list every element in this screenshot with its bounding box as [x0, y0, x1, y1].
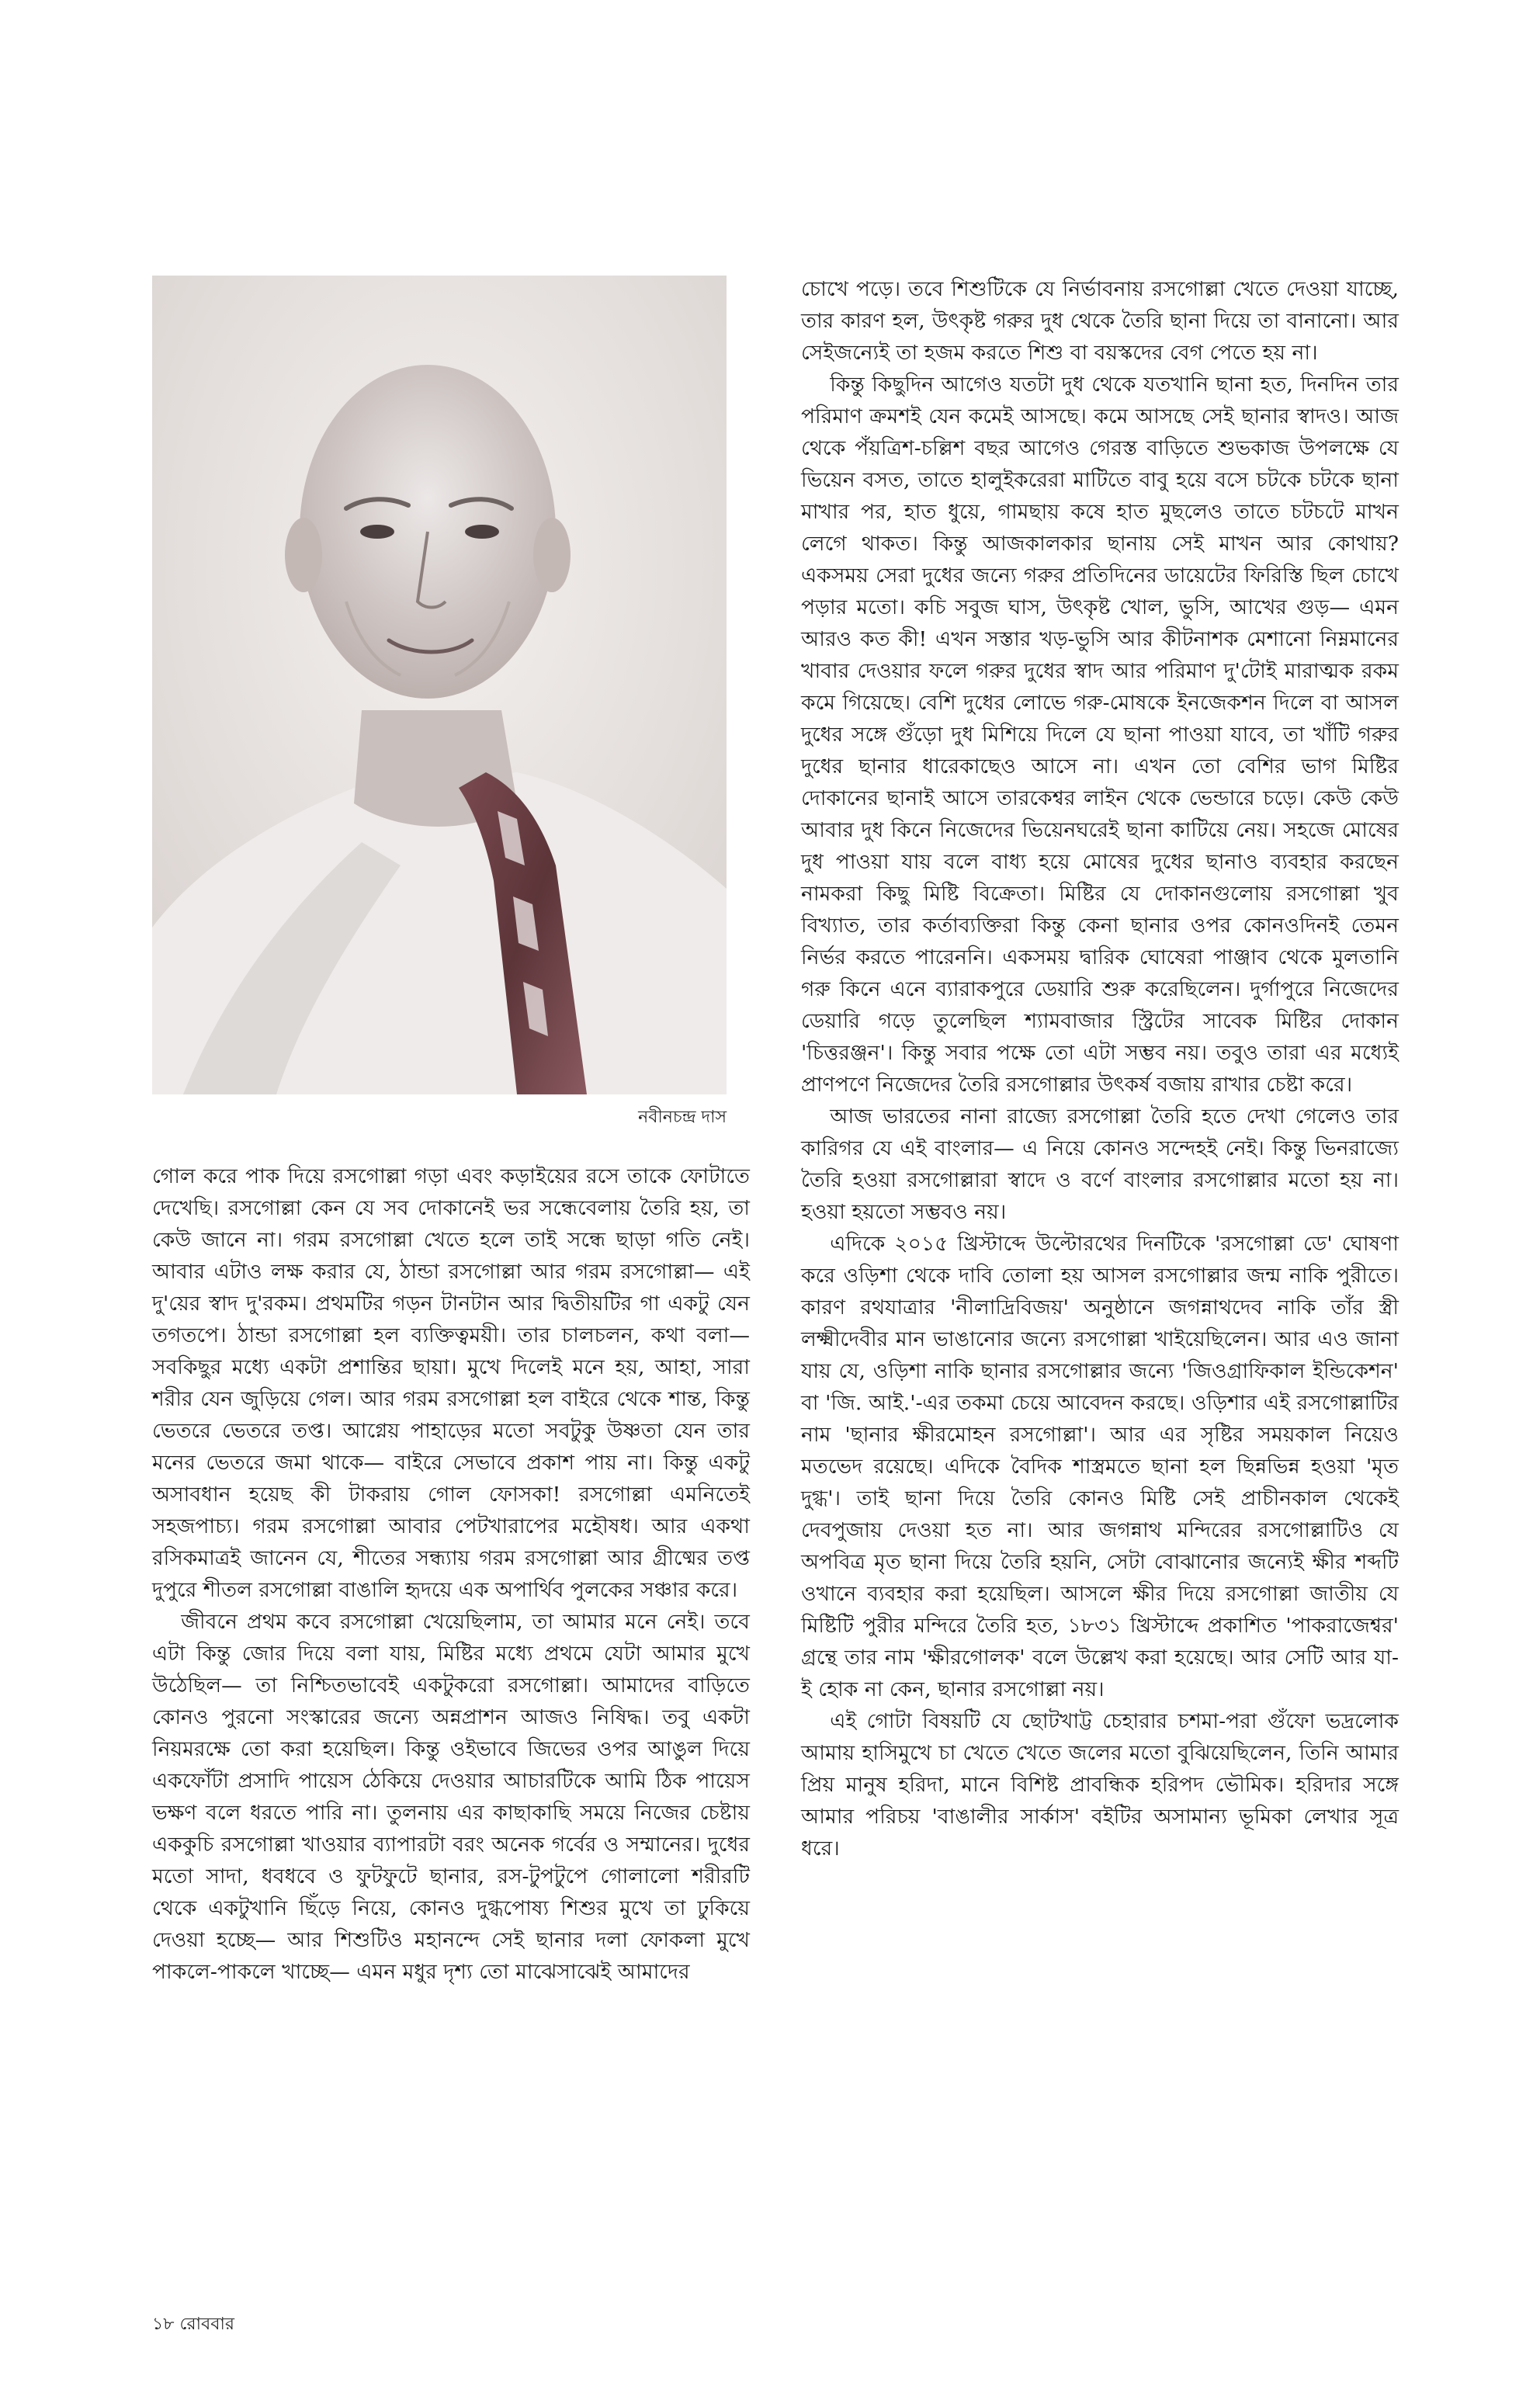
paragraph: এদিকে ২০১৫ খ্রিস্টাব্দে উল্টোরথের দিনটিকে 'রসগোল্লা ডে' ঘোষণা করে ওড়িশা থেকে দাবি তোলা হয় আসল রসগোল্লার জন্ম নাকি পুরীতে। কারণ রথযাত্রার 'নীলাদ্রিবিজয়' অনুষ্ঠানে জগন্নাথদেব নাকি তাঁর স্ত্রী লক্ষ্মীদেবীর মান ভাঙানোর জন্যে রসগোল্লা খাইয়েছিলেন। আর এও জানা যায় যে, ওড়িশা নাকি ছানার রসগোল্লার জন্যে 'জিওগ্রাফিকাল ইন্ডিকেশন' বা 'জি. আই.'-এর তকমা চেয়ে আবেদন করছে। ওড়িশার এই রসগোল্লাটির নাম 'ছানার ক্ষীরমোহন রসগোল্লা'। আর এর সৃষ্টির সময়কাল নিয়েও মতভেদ রয়েছে। এদিকে বৈদিক শাস্ত্রমতে ছানা হল ছিন্নভিন্ন হওয়া 'মৃত দুগ্ধ'। তাই ছানা দিয়ে তৈরি কোনও মিষ্টি সেই প্রাচীনকাল থেকেই দেবপুজায় দেওয়া হত না। আর জগন্নাথ মন্দিরের রসগোল্লাটিও যে অপবিত্র মৃত ছানা দিয়ে তৈরি হয়নি, সেটা বোঝানোর জন্যেই ক্ষীর শব্দটি ওখানে ব্যবহার করা হয়েছিল। আসলে ক্ষীর দিয়ে রসগোল্লা জাতীয় যে মিষ্টিটি পুরীর মন্দিরে তৈরি হত, ১৮৩১ খ্রিস্টাব্দে প্রকাশিত 'পাকরাজেশ্বর' গ্রন্থে তার নাম 'ক্ষীরগোলক' বলে উল্লেখ করা হয়েছে। আর সেটি আর যা-ই হোক না কেন, ছানার রসগোল্লা নয়। — [801, 1232, 1399, 1701]
article-column-right — [801, 273, 1399, 1864]
page-folio: ১৮ রোববার — [152, 2315, 234, 2334]
paragraph: কিন্তু কিছুদিন আগেও যতটা দুধ থেকে যতখানি ছানা হত, দিনদিন তার পরিমাণ ক্রমশই যেন কমেই আসছে। কমে আসছে সেই ছানার স্বাদও। আজ থেকে পঁয়ত্রিশ-চল্লিশ বছর আগেও গেরস্ত বাড়িতে শুভকাজ উপলক্ষে যে ভিয়েন বসত, তাতে হালুইকরেরা মাটিতে বাবু হয়ে বসে চটকে চটকে ছানা মাখার পর, হাত ধুয়ে, গামছায় কষে হাত মুছলেও তাতে চটচটে মাখন লেগে থাকত। কিন্তু আজকালকার ছানায় সেই মাখন আর কোথায়? একসময় সেরা দুধের জন্যে গরুর প্রতিদিনের ডায়েটের ফিরিস্তি ছিল চোখে পড়ার মতো। কচি সবুজ ঘাস, উৎকৃষ্ট খোল, ভুসি, আখের গুড়— এমন আরও কত কী! এখন সস্তার খড়-ভুসি আর কীটনাশক মেশানো নিম্নমানের খাবার দেওয়ার ফলে গরুর দুধের স্বাদ আর পরিমাণ দু'টোই মারাত্মক রকম কমে গিয়েছে। বেশি দুধের লোভে গরু-মোষকে ইনজেকশন দিলে বা আসল দুধের সঙ্গে গুঁড়ো দুধ মিশিয়ে দিলে যে ছানা পাওয়া যাবে, তা খাঁটি গরুর দুধের ছানার ধারেকাছেও আসে না। এখন তো বেশির ভাগ মিষ্টির দোকানের ছানাই আসে তারকেশ্বর লাইন থেকে ভেন্ডারে চড়ে। কেউ কেউ আবার দুধ কিনে নিজেদের ভিয়েনঘরেই ছানা কাটিয়ে নেয়। সহজে মোষের দুধ পাওয়া যায় বলে বাধ্য হয়ে মোষের দুধের ছানাও ব্যবহার করছেন নামকরা কিছু মিষ্টি বিক্রেতা। মিষ্টির যে দোকানগুলোয় রসগোল্লা খুব বিখ্যাত, তার কর্তাব্যক্তিরা কিন্তু কেনা ছানার ওপর কোনওদিনই তেমন নির্ভর করতে পারেননি। একসময় দ্বারিক ঘোষেরা পাঞ্জাব থেকে মুলতানি গরু কিনে এনে ব্যারাকপুরে ডেয়ারি শুরু করেছিলেন। দুর্গাপুরে নিজেদের ডেয়ারি গড়ে তুলেছিল শ্যামবাজার স্ট্রিটের সাবেক মিষ্টির দোকান 'চিত্তরঞ্জন'। কিন্তু সবার পক্ষে তো এটা সম্ভব নয়। তবুও তারা এর মধ্যেই প্রাণপণে নিজেদের তৈরি রসগোল্লার উৎকর্ষ বজায় রাখার চেষ্টা করে। — [801, 373, 1400, 1097]
photo-caption: নবীনচন্দ্র দাস — [638, 1108, 727, 1127]
paragraph: জীবনে প্রথম কবে রসগোল্লা খেয়েছিলাম, তা আমার মনে নেই। তবে এটা কিন্তু জোর দিয়ে বলা যায়, মিষ্টির মধ্যে প্রথমে যেটা আমার মুখে উঠেছিল— তা নিশ্চিতভাবেই একটুকরো রসগোল্লা। আমাদের বাড়িতে কোনও পুরনো সংস্কারের জন্যে অন্নপ্রাশন আজও নিষিদ্ধ। তবু একটা নিয়মরক্ষে তো করা হয়েছিল। কিন্তু ওইভাবে জিভের ওপর আঙুল দিয়ে একফোঁটা প্রসাদি পায়েস ঠেকিয়ে দেওয়ার আচারটিকে আমি ঠিক পায়েস ভক্ষণ বলে ধরতে পারি না। তুলনায় এর কাছাকাছি সময়ে নিজের চেষ্টায় এককুচি রসগোল্লা খাওয়ার ব্যাপারটা বরং অনেক গর্বের ও সম্মানের। দুধের মতো সাদা, ধবধবে ও ফুটফুটে ছানার, রস-টুপটুপে গোলালো শরীরটি থেকে একটুখানি ছিঁড়ে নিয়ে, কোনও দুগ্ধপোষ্য শিশুর মুখে তা ঢুকিয়ে দেওয়া হচ্ছে— আর শিশুটিও মহানন্দে সেই ছানার দলা ফোকলা মুখে পাকলে-পাকলে খাচ্ছে— এমন মধুর দৃশ্য তো মাঝেসাঝেই আমাদের — [152, 1610, 750, 1984]
paragraph: গোল করে পাক দিয়ে রসগোল্লা গড়া এবং কড়াইয়ের রসে তাকে ফোটাতে দেখেছি। রসগোল্লা কেন যে সব দোকানেই ভর সন্ধেবেলায় তৈরি হয়, তা কেউ জানে না। গরম রসগোল্লা খেতে হলে তাই সন্ধে ছাড়া গতি নেই। আবার এটাও লক্ষ করার যে, ঠান্ডা রসগোল্লা আর গরম রসগোল্লা— এই দু'য়ের স্বাদ দু'রকম। প্রথমটির গড়ন টানটান আর দ্বিতীয়টির গা একটু যেন তগতপে। ঠান্ডা রসগোল্লা হল ব্যক্তিত্বময়ী। তার চালচলন, কথা বলা— সবকিছুর মধ্যে একটা প্রশান্তির ছায়া। মুখে দিলেই মনে হয়, আহা, সারা শরীর যেন জুড়িয়ে গেল। আর গরম রসগোল্লা হল বাইরে থেকে শান্ত, কিন্তু ভেতরে ভেতরে তপ্ত। আগ্নেয় পাহাড়ের মতো সবটুকু উষ্ণতা যেন তার মনের ভেতরে জমা থাকে— বাইরে সেভাবে প্রকাশ পায় না। কিন্তু একটু অসাবধান হয়েছ কী টাকরায় গোল ফোসকা! রসগোল্লা এমনিতেই সহজপাচ্য। গরম রসগোল্লা আবার পেটখারাপের মহৌষধ। আর একথা রসিকমাত্রই জানেন যে, শীতের সন্ধ্যায় গরম রসগোল্লা আর গ্রীষ্মের তপ্ত দুপুরে শীতল রসগোল্লা বাঙালি হৃদয়ে এক অপার্থিব পুলকের সঞ্চার করে। — [152, 1164, 750, 1602]
paragraph: আজ ভারতের নানা রাজ্যে রসগোল্লা তৈরি হতে দেখা গেলেও তার কারিগর যে এই বাংলার— এ নিয়ে কোনও সন্দেহই নেই। কিন্তু ভিনরাজ্যে তৈরি হওয়া রসগোল্লারা স্বাদে ও বর্ণে বাংলার রসগোল্লার মতো হয় না। হওয়া হয়তো সম্ভবও নয়। — [801, 1105, 1399, 1224]
article-column-left — [152, 1160, 750, 1988]
portrait-illustration — [152, 276, 727, 1094]
portrait-photo — [152, 276, 727, 1094]
paragraph: এই গোটা বিষয়টি যে ছোটখাট্ট চেহারার চশমা-পরা গুঁফো ভদ্রলোক আমায় হাসিমুখে চা খেতে খেতে জলের মতো বুঝিয়েছিলেন, তিনি আমার প্রিয় মানুষ হরিদা, মানে বিশিষ্ট প্রাবন্ধিক হরিপদ ভৌমিক। হরিদার সঙ্গে আমার পরিচয় 'বাঙালীর সার্কাস' বইটির অসামান্য ভূমিকা লেখার সূত্র ধরে। — [801, 1709, 1399, 1861]
paragraph: চোখে পড়ে। তবে শিশুটিকে যে নির্ভাবনায় রসগোল্লা খেতে দেওয়া যাচ্ছে, তার কারণ হল, উৎকৃষ্ট গরুর দুধ থেকে তৈরি ছানা দিয়ে তা বানানো। আর সেইজন্যেই তা হজম করতে শিশু বা বয়স্কদের বেগ পেতে হয় না। — [801, 277, 1399, 365]
